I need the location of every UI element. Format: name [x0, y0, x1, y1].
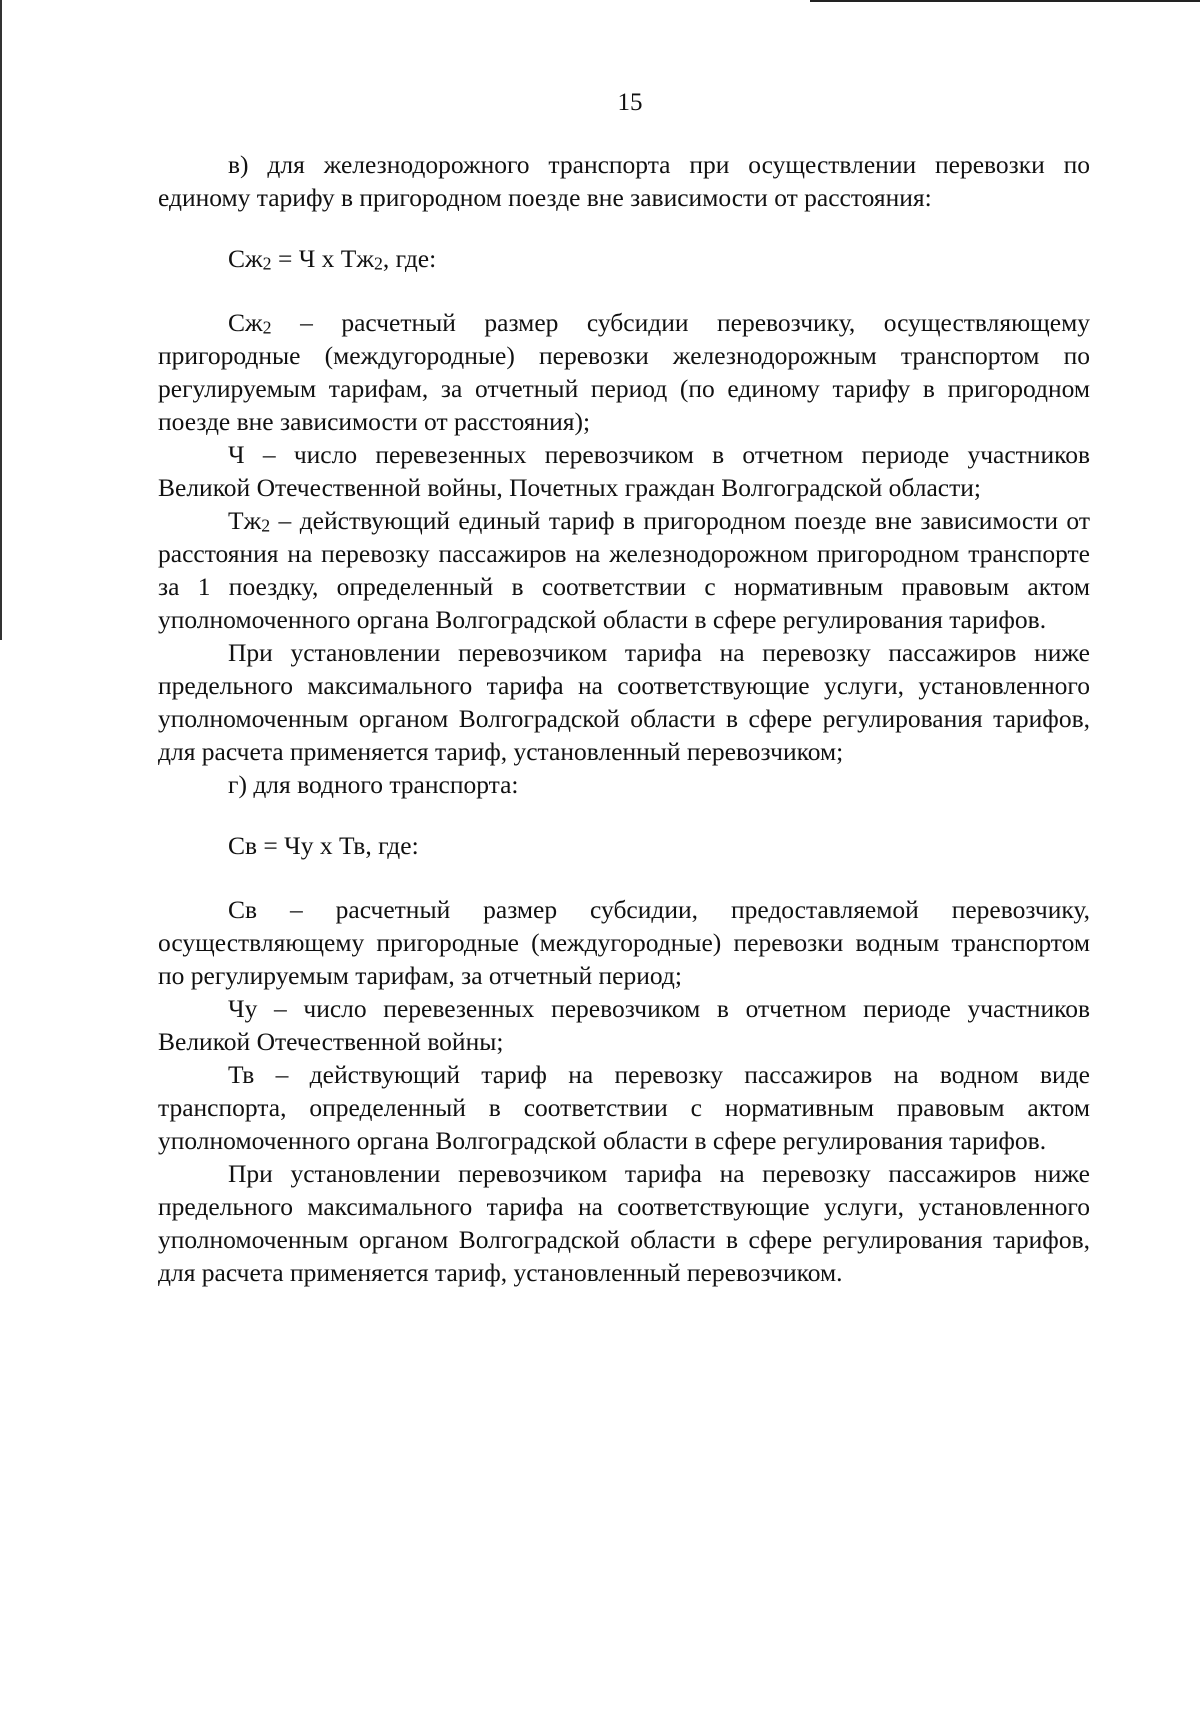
section-v-formula: Сж2 = Ч х Тж2, где: [228, 244, 437, 274]
page-number: 15 [617, 89, 643, 116]
section-g-def-tv: Тв – действующий тариф на перевозку пассажиров на водном виде транспорта, определенный в соответствии с нормативным правовым актом уполномоченного органа Волгоградской области в сфере регулирования тарифов. [158, 1060, 1090, 1155]
section-g-formula: Св = Чу х Тв, где: [228, 831, 419, 860]
section-v-intro: в) для железнодорожного транспорта при осуществлении перевозки по единому тарифу в пригородном поезде вне зависимости от расстояния: [158, 150, 1090, 212]
section-v-note: При установлении перевозчиком тарифа на перевозку пассажиров ниже предельного максимального тарифа на соответствующие услуги, установленного уполномоченным органом Волгоградской области в сфере регулирования тарифов, для расчета применяется тариф, установленный перевозчиком; [158, 638, 1090, 766]
section-g-def-chu: Чу – число перевезенных перевозчиком в отчетном периоде участников Великой Отечественной войны; [158, 994, 1090, 1056]
scan-edge-top [810, 0, 1200, 2]
section-g-def-sv: Св – расчетный размер субсидии, предоставляемой перевозчику, осуществляющему пригородные (междугородные) перевозки водным транспортом по регулируемым тарифам, за отчетный период; [158, 895, 1090, 990]
section-v-def-szh: Сж2 – расчетный размер субсидии перевозчику, осуществляющему пригородные (междугородные) перевозки железнодорожным транспортом по регулируемым тарифам, за отчетный период (по единому тарифу в пригородном поезде вне зависимости от расстояния); [158, 308, 1090, 436]
document-body [158, 148, 1090, 1289]
section-g-note: При установлении перевозчиком тарифа на перевозку пассажиров ниже предельного максимального тарифа на соответствующие услуги, установленного уполномоченным органом Волгоградской области в сфере регулирования тарифов, для расчета применяется тариф, установленный перевозчиком. [158, 1159, 1090, 1287]
section-v-def-tzh: Тж2 – действующий единый тариф в пригородном поезде вне зависимости от расстояния на перевозку пассажиров на железнодорожном пригородном транспорте за 1 поездку, определенный в соответствии с нормативным правовым актом уполномоченного органа Волгоградской области в сфере регулирования тарифов. [158, 506, 1090, 634]
section-g-intro: г) для водного транспорта: [228, 770, 519, 799]
section-v-def-ch: Ч – число перевезенных перевозчиком в отчетном периоде участников Великой Отечественной войны, Почетных граждан Волгоградской области; [158, 440, 1090, 502]
